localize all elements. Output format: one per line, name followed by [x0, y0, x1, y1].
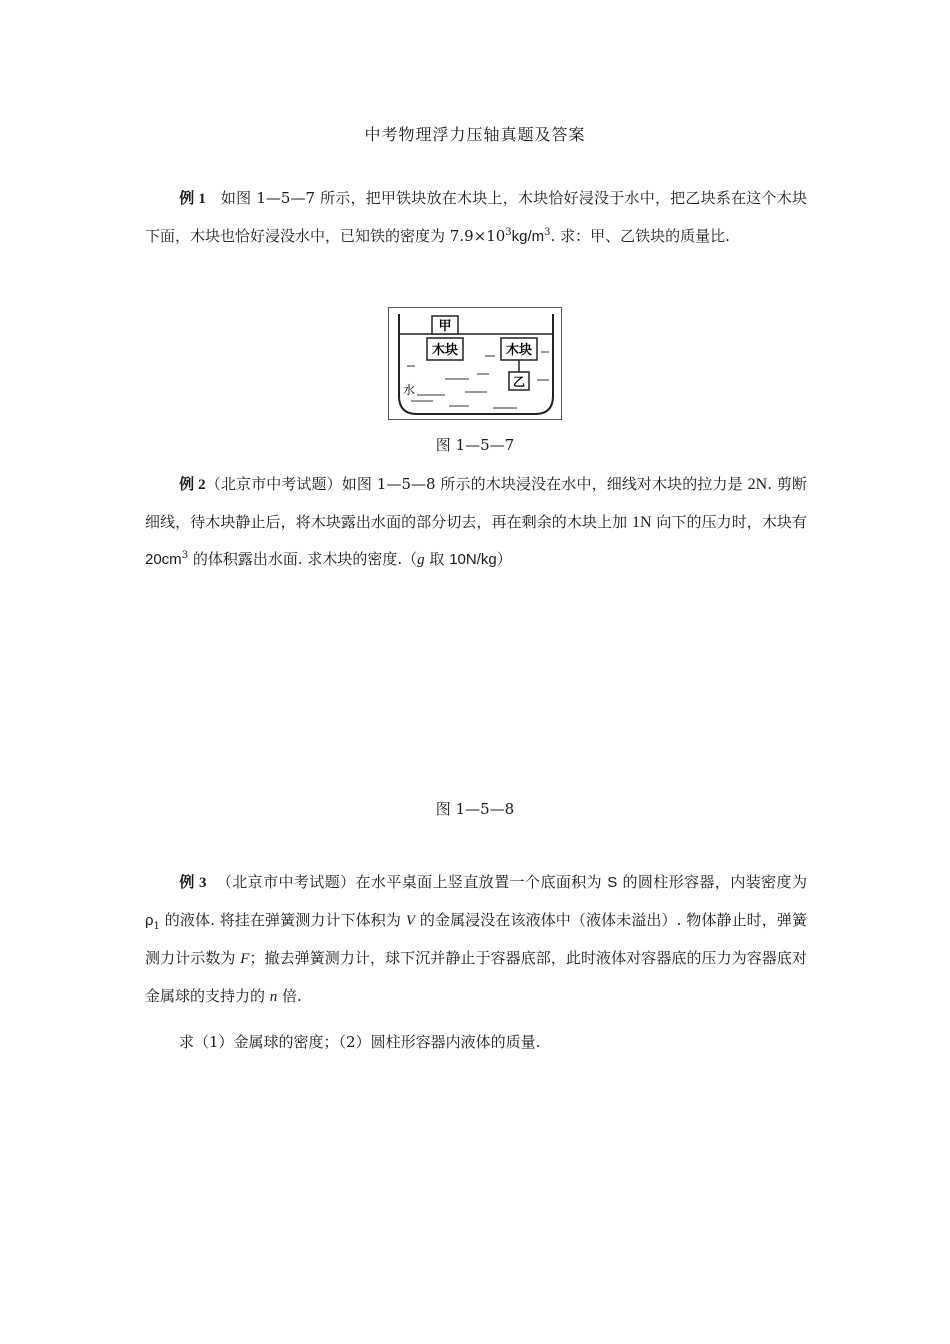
example-2-g-symbol: g: [417, 552, 425, 568]
example-1-paragraph: [145, 180, 807, 255]
example-1-exponent: 3: [505, 227, 512, 238]
example-1-label: 例 1: [179, 191, 206, 207]
example-3-question: [145, 1024, 807, 1061]
example-2-text-e: 取: [424, 550, 450, 568]
example-3-text-d: 的金属浸没在该液体中（液体未溢出）. 物体静止时，弹簧测力计示数为: [145, 911, 807, 967]
example-2-text-b: . 剪断细线，待木块静止后，将木块露出水面的部分切去，再在剩余的木块上加: [145, 475, 807, 531]
example-3-n-symbol: n: [269, 989, 278, 1005]
container-diagram: [389, 308, 563, 421]
example-3-force-symbol: F: [240, 951, 250, 967]
example-3-text-a: （北京市中考试题）在水平桌面上竖直放置一个底面积为: [216, 873, 608, 891]
label-wood-right: 木块: [505, 343, 533, 358]
example-2-force-1: 2N: [747, 476, 768, 493]
example-2-g-value: 10N/kg: [449, 551, 497, 568]
example-3-text-b: 的圆柱形容器，内装密度为: [617, 873, 807, 891]
figure-1-5-7: [388, 307, 562, 420]
label-wood-left: 木块: [431, 343, 459, 358]
example-2-volume-exponent: 3: [181, 550, 189, 561]
figure-2-caption: 图 1—5—8: [435, 800, 515, 818]
example-2-label: 例 2: [179, 477, 206, 493]
example-3-density-symbol: ρ: [145, 912, 154, 929]
label-yi: 乙: [512, 375, 526, 389]
example-2-paragraph: [145, 466, 807, 579]
figure-1-caption: 图 1—5—7: [435, 436, 515, 454]
example-3-question-text: 求（1）金属球的密度；（2）圆柱形容器内液体的质量.: [179, 1033, 541, 1051]
example-2-text-c: 向下的压力时，木块有: [651, 513, 807, 531]
example-1-text-a: 如图 1—5—7 所示，把甲铁块放在木块上，木块恰好浸没于水中，把乙块系在这个木块下面，木块也恰好浸没水中，已知铁的密度为 7.9×10: [145, 189, 807, 245]
example-3-text-f: 倍.: [277, 987, 302, 1005]
example-1-text-b: . 求：甲、乙铁块的质量比.: [550, 227, 730, 245]
example-2-text-d: 的体积露出水面. 求木块的密度.（: [188, 550, 418, 568]
example-1-unit-exponent: 3: [544, 227, 551, 238]
example-3-paragraph: [145, 864, 807, 1016]
page-title: 中考物理浮力压轴真题及答案: [364, 125, 586, 144]
example-3-area-symbol: S: [607, 874, 618, 891]
example-2-text-a: （北京市中考试题）如图 1—5—8 所示的木块浸没在水中，细线对木块的拉力是: [205, 475, 748, 493]
example-3-text-c: 的液体. 将挂在弹簧测力计下体积为: [159, 911, 406, 929]
label-jia: 甲: [438, 319, 452, 334]
example-3-density-subscript: 1: [153, 921, 160, 932]
example-1-unit: kg/m: [511, 228, 545, 245]
example-2-text-f: ）: [496, 550, 512, 568]
example-3-text-e: ；撤去弹簧测力计，球下沉并静止于容器底部，此时液体对容器底的压力为容器底对金属球的支持力的: [145, 949, 807, 1005]
label-water: 水: [403, 383, 416, 397]
example-3-label: 例 3: [179, 875, 207, 891]
example-2-volume: 20cm: [145, 551, 182, 568]
example-2-force-2: 1N: [631, 514, 652, 531]
example-3-volume-symbol: V: [405, 913, 416, 929]
